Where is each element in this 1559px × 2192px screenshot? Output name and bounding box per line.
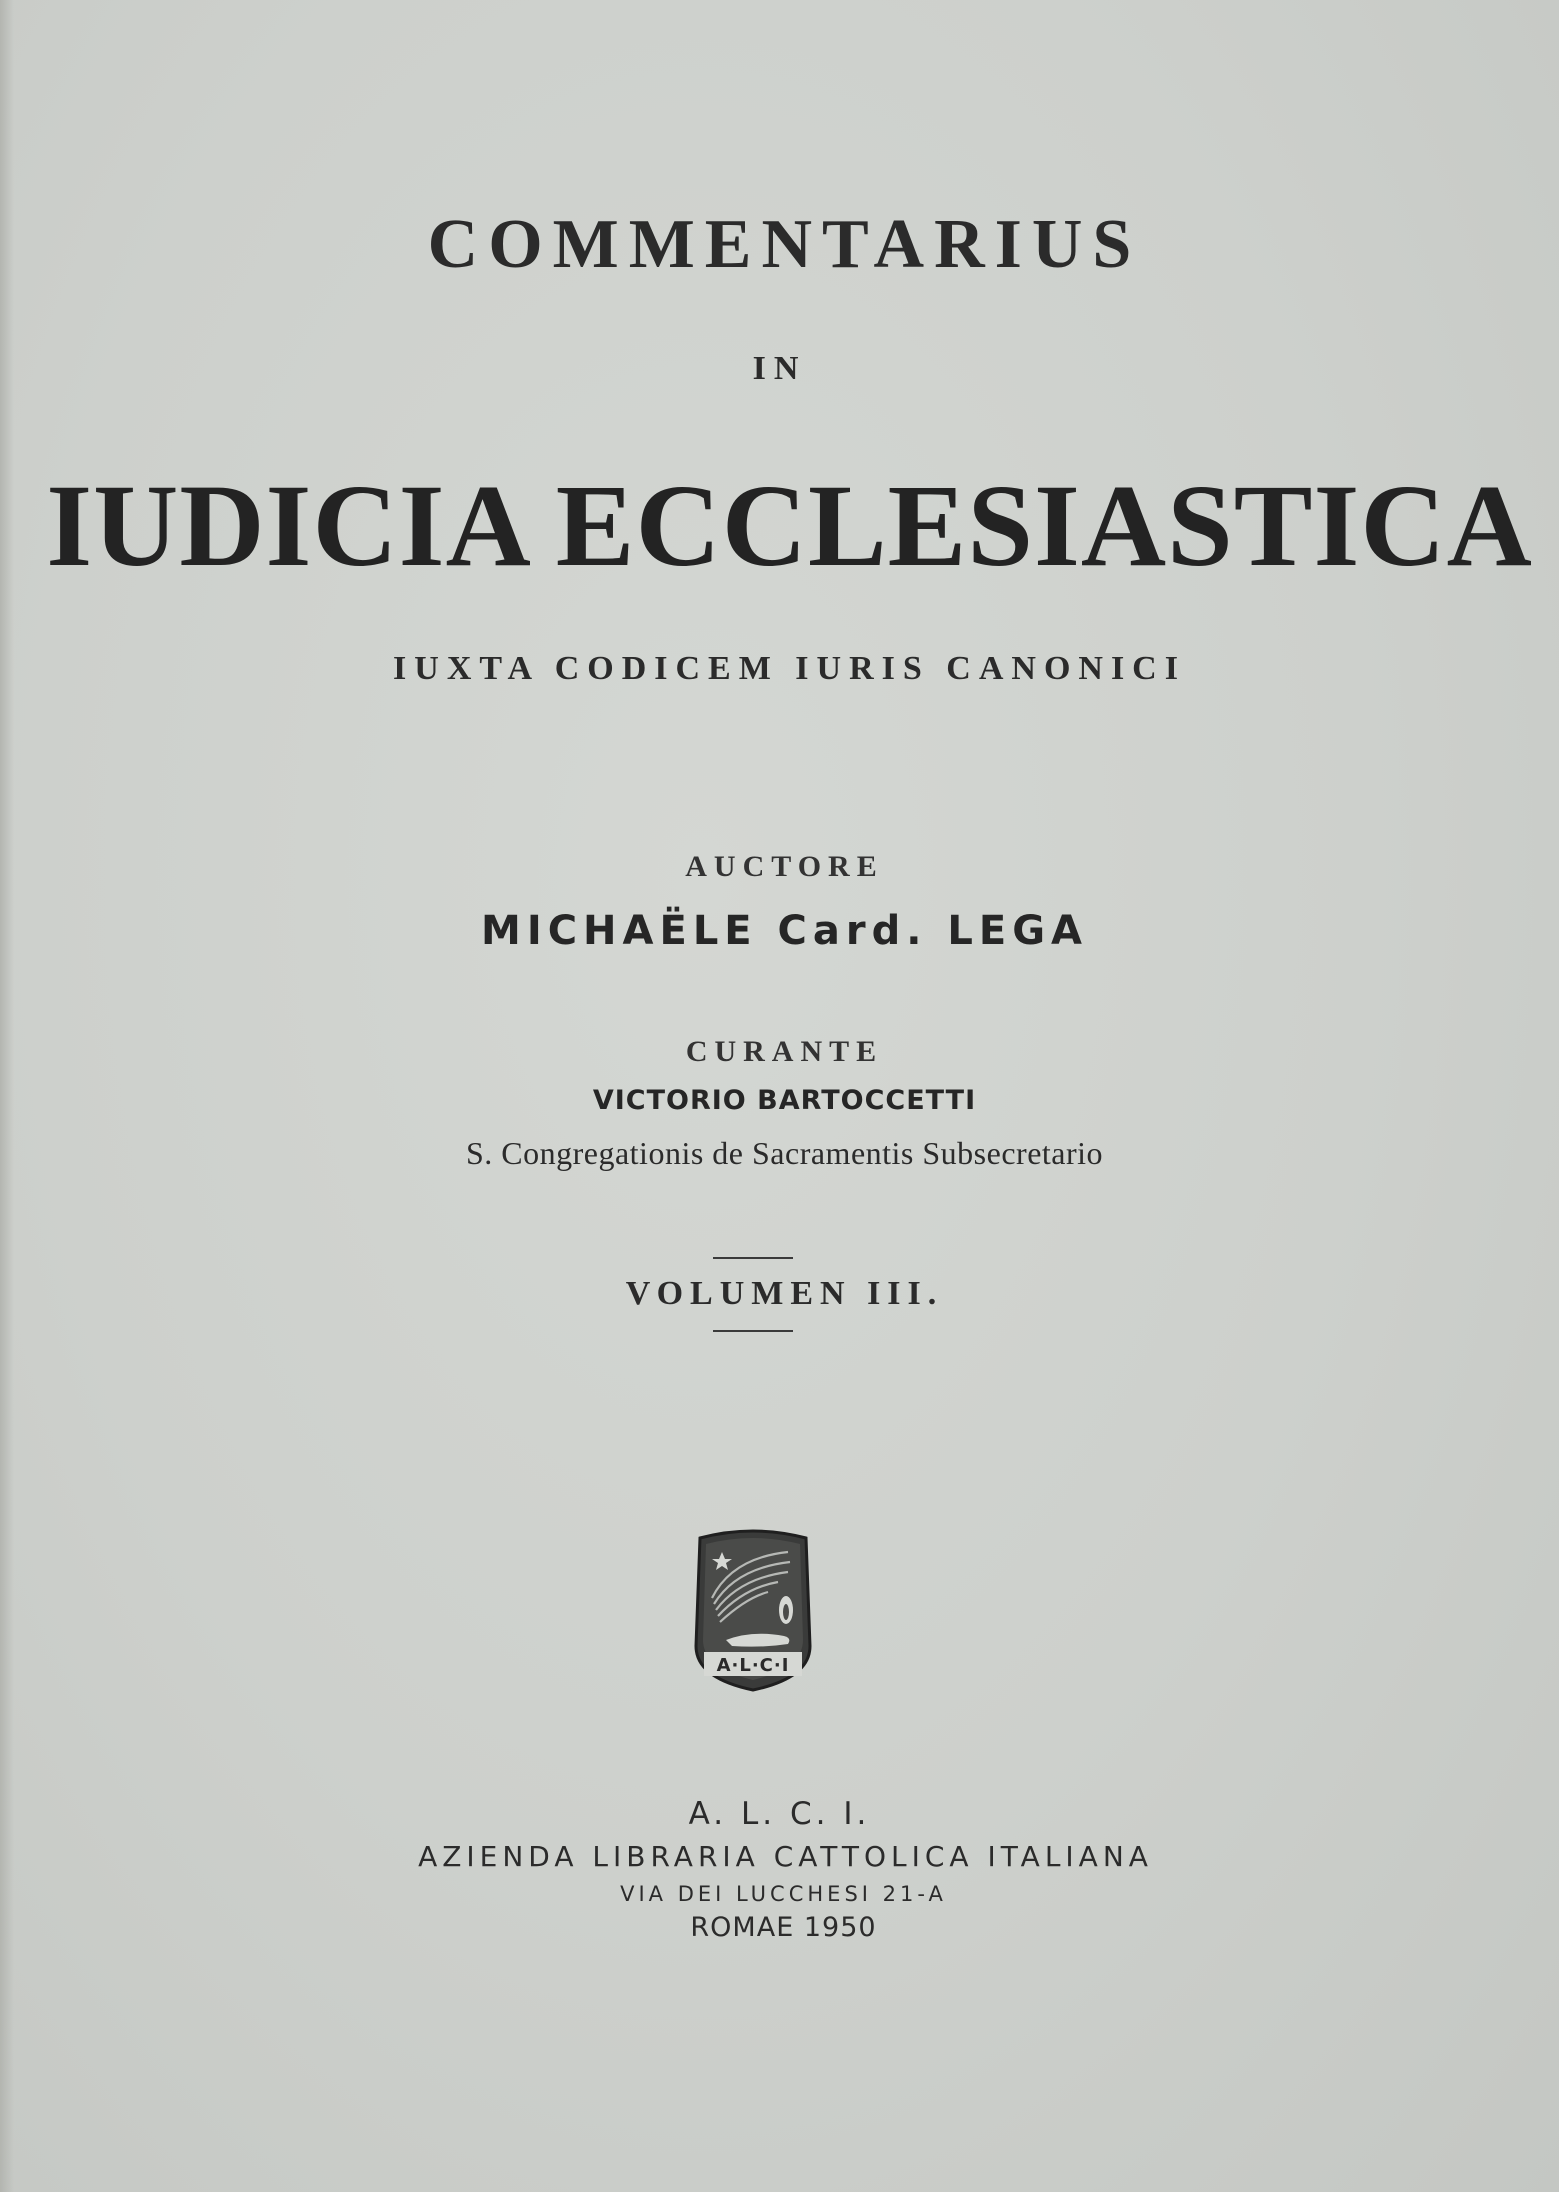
editor-name: VICTORIO BARTOCCETTI xyxy=(592,1085,977,1116)
pre-title: COMMENTARIUS xyxy=(427,206,1142,283)
editor-label: CURANTE xyxy=(685,1035,884,1068)
subtitle: IUXTA CODICEM IURIS CANONICI xyxy=(393,650,1186,687)
publication-place-year: ROMAE 1950 xyxy=(690,1912,877,1943)
volume-number: VOLUMEN III. xyxy=(625,1275,944,1312)
publisher-address: VIA DEI LUCCHESI 21-A xyxy=(620,1882,947,1906)
publisher-emblem-icon xyxy=(692,1528,814,1692)
title-connector: IN xyxy=(752,350,807,387)
publisher-abbreviation: A. L. C. I. xyxy=(688,1796,871,1832)
volume-rule-bottom xyxy=(713,1330,793,1332)
volume-rule-top xyxy=(713,1257,793,1259)
publisher-name: AZIENDA LIBRARIA CATTOLICA ITALIANA xyxy=(418,1840,1153,1873)
author-name: MICHAËLE Card. LEGA xyxy=(481,908,1088,954)
publisher-emblem-text: A·L·C·I xyxy=(716,1655,790,1676)
editor-role: S. Congregationis de Sacramentis Subsecretario xyxy=(465,1135,1104,1171)
author-label: AUCTORE xyxy=(685,850,884,883)
main-title: IUDICIA ECCLESIASTICA xyxy=(46,460,1533,591)
